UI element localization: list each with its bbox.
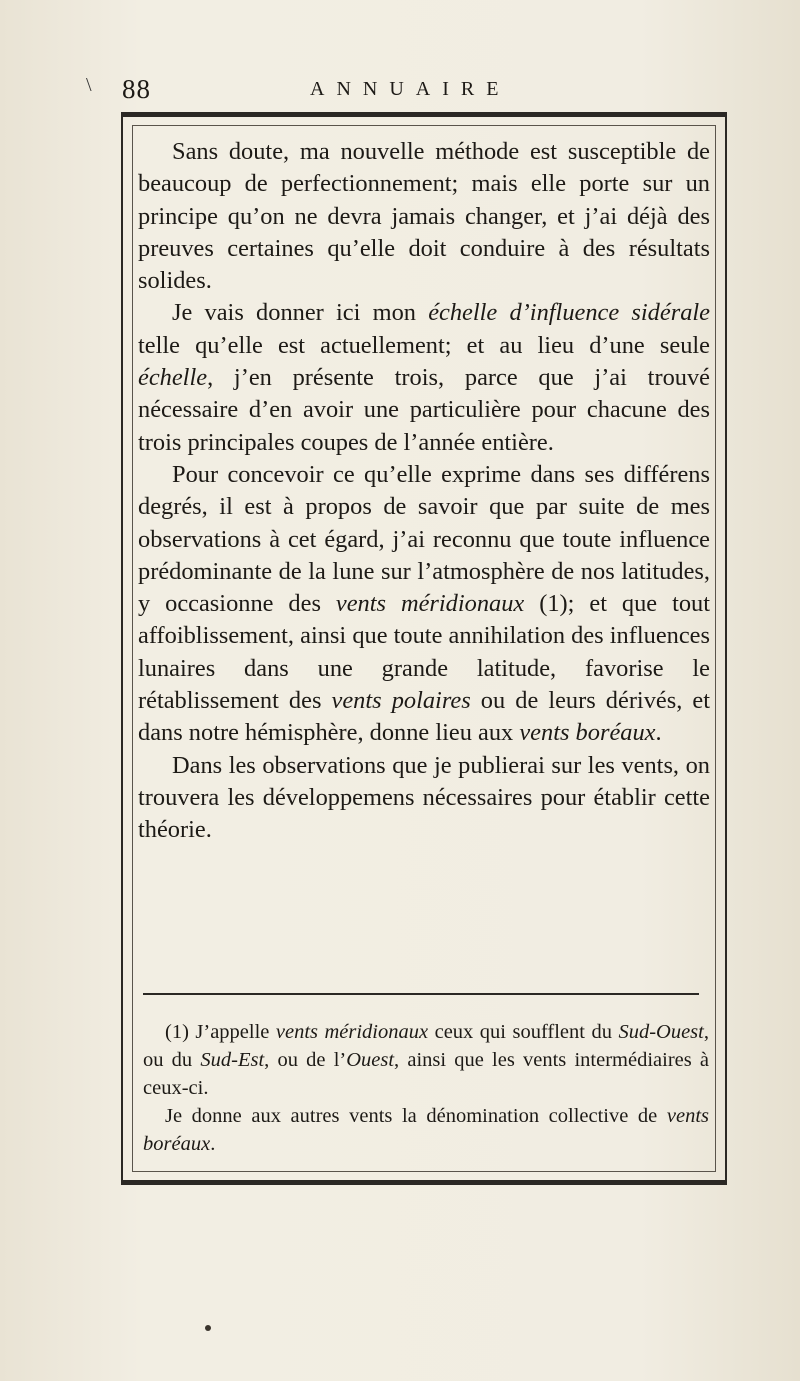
footnotes bbox=[143, 1018, 709, 1158]
footnote-1-text-a: (1) J’appelle bbox=[165, 1021, 276, 1043]
footnote-term-sud-est: Sud-Est bbox=[200, 1049, 265, 1071]
footnote-term-vents-boreaux: vents boréaux bbox=[143, 1105, 709, 1155]
term-echelle-influence-siderale: échelle d’influence sidérale bbox=[428, 299, 710, 327]
paragraph-4: Dans les observations que je publierai sur les vents, on trouvera les développemens nécessaires pour établir cette théorie. bbox=[138, 751, 710, 844]
page-number: 88 bbox=[122, 74, 151, 104]
term-vents-boreaux: vents boréaux bbox=[519, 719, 656, 747]
paragraph-2-text-a: Je vais donner ici mon bbox=[172, 299, 429, 327]
footnote-2-text-a: Je donne aux autres vents la dénomination collective de bbox=[165, 1105, 667, 1127]
paragraph-3-text-d: . bbox=[655, 719, 662, 747]
margin-mark: \ bbox=[86, 74, 92, 96]
page-header bbox=[122, 74, 722, 108]
footnote-rule bbox=[143, 993, 699, 995]
footnote-1-text-b: ceux qui soufflent du bbox=[428, 1021, 619, 1043]
footnote-2-text-b: . bbox=[210, 1133, 216, 1155]
paragraph-2-text-c: , j’en présente trois, parce que j’ai trouvé nécessaire d’en avoir une particulière pour chacune des trois principales coupes de l’année entière. bbox=[138, 364, 710, 456]
ink-speck bbox=[205, 1325, 211, 1331]
footnote-term-sud-ouest: Sud-Ouest bbox=[618, 1021, 704, 1043]
term-vents-meridionaux: vents méridionaux bbox=[335, 590, 525, 618]
paragraph-3-text-b: (1); et que tout affoiblissement, ainsi que toute annihilation des influences lunaires dans une grande latitude, favorise le rétablissement des bbox=[138, 590, 711, 715]
footnote-1-text-e: , ainsi que les vents intermédiaires à ceux-ci. bbox=[143, 1049, 710, 1099]
paragraph-1: Sans doute, ma nouvelle méthode est susceptible de beaucoup de perfectionnement; mais elle porte sur un principe qu’on ne devra jamais changer, et j’ai déjà des preuves certaines qu’elle doit conduire à des résultats solides. bbox=[138, 138, 710, 295]
paragraph-2-text-b: telle qu’elle est actuellement; et au lieu d’une seule bbox=[138, 331, 710, 359]
footnote-1 bbox=[143, 1018, 709, 1102]
term-vents-polaires: vents polaires bbox=[331, 687, 471, 715]
paragraph-2 bbox=[138, 297, 710, 458]
footnote-1-text-c: , ou du bbox=[143, 1021, 709, 1071]
term-echelle: échelle bbox=[138, 364, 208, 392]
footnote-2 bbox=[143, 1102, 709, 1158]
footnote-term-vents-meridionaux: vents méridionaux bbox=[275, 1021, 429, 1043]
paragraph-3-text-a: Pour concevoir ce qu’elle exprime dans ses différens degrés, il est à propos de savoir que par suite de mes observations à cet égard, j’ai reconnu que toute influence prédominante de la lune sur l’atmosphère de nos latitudes, y occasionne des bbox=[138, 460, 710, 618]
footnote-term-ouest: Ouest bbox=[346, 1049, 395, 1071]
footnote-1-text-d: , ou de l’ bbox=[264, 1049, 347, 1071]
main-text bbox=[138, 136, 710, 847]
paragraph-3-text-c: ou de leurs dérivés, et dans notre hémisphère, donne lieu aux bbox=[138, 687, 710, 747]
paragraph-3 bbox=[138, 459, 710, 750]
running-title: ANNUAIRE bbox=[310, 78, 511, 100]
